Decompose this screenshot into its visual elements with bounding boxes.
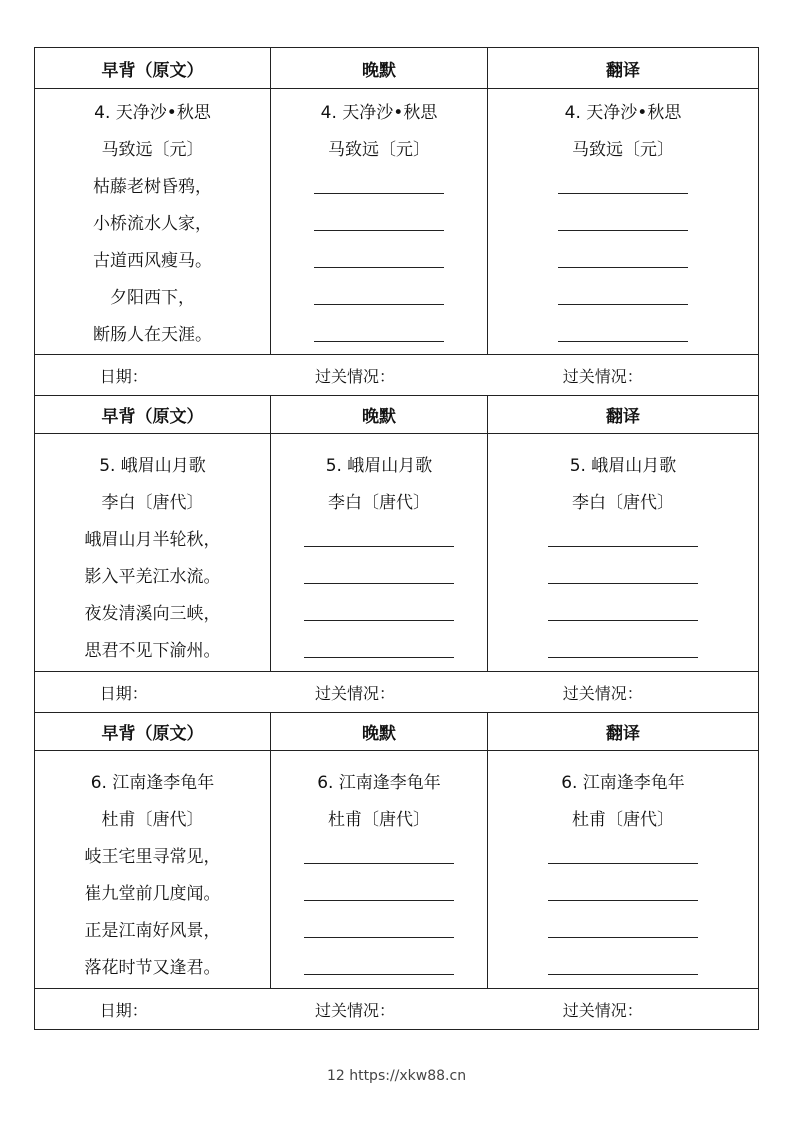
poem-line: 断肠人在天涯。 bbox=[93, 325, 212, 345]
poem-line: 落花时节又逢君。 bbox=[84, 958, 221, 978]
date-label: 日期： bbox=[99, 366, 148, 386]
poem-line: 枯藤老树昏鸦， bbox=[93, 177, 212, 197]
original-column bbox=[35, 751, 271, 989]
translation-column bbox=[488, 89, 759, 355]
fill-in-blank[interactable] bbox=[548, 913, 698, 938]
pass-status-label: 过关情况： bbox=[314, 683, 395, 703]
fill-in-blank[interactable] bbox=[314, 243, 444, 268]
pass-status-label: 过关情况： bbox=[314, 1000, 395, 1020]
poem-title: 6. 江南逢李龟年 bbox=[317, 773, 441, 793]
header-evening: 晚默 bbox=[271, 396, 488, 434]
fill-in-blank[interactable] bbox=[558, 169, 688, 194]
poem-line: 思君不见下渝州。 bbox=[84, 641, 221, 661]
poem-author: 马致远〔元〕 bbox=[328, 140, 430, 160]
fill-in-blank[interactable] bbox=[314, 206, 444, 231]
evening-column bbox=[271, 89, 488, 355]
status-row bbox=[35, 355, 759, 396]
status-row bbox=[35, 672, 759, 713]
poem-author: 李白〔唐代〕 bbox=[572, 493, 674, 513]
header-original: 早背（原文） bbox=[35, 713, 271, 751]
fill-in-blank[interactable] bbox=[304, 596, 454, 621]
header-evening: 晚默 bbox=[271, 48, 488, 89]
poem-author: 杜甫〔唐代〕 bbox=[101, 810, 204, 830]
fill-in-blank[interactable] bbox=[304, 559, 454, 584]
fill-in-blank[interactable] bbox=[304, 950, 454, 975]
fill-in-blank[interactable] bbox=[558, 280, 688, 305]
poem-title: 5. 峨眉山月歌 bbox=[99, 456, 206, 476]
fill-in-blank[interactable] bbox=[314, 169, 444, 194]
section-header-row bbox=[35, 396, 759, 434]
poem-title: 4. 天净沙•秋思 bbox=[564, 103, 682, 123]
fill-in-blank[interactable] bbox=[548, 950, 698, 975]
poem-line: 峨眉山月半轮秋， bbox=[84, 530, 221, 550]
header-translation: 翻译 bbox=[488, 713, 759, 751]
poem-author: 马致远〔元〕 bbox=[101, 140, 204, 160]
poem-author: 李白〔唐代〕 bbox=[101, 493, 204, 513]
fill-in-blank[interactable] bbox=[304, 522, 454, 547]
header-original: 早背（原文） bbox=[35, 48, 271, 89]
poem-line: 夜发清溪向三峡， bbox=[84, 604, 221, 624]
poem-line: 小桥流水人家， bbox=[93, 214, 212, 234]
fill-in-blank[interactable] bbox=[548, 876, 698, 901]
fill-in-blank[interactable] bbox=[548, 559, 698, 584]
section-header-row bbox=[35, 48, 759, 89]
poem-title: 6. 江南逢李龟年 bbox=[561, 773, 685, 793]
fill-in-blank[interactable] bbox=[548, 839, 698, 864]
fill-in-blank[interactable] bbox=[304, 633, 454, 658]
translation-column bbox=[488, 434, 759, 672]
fill-in-blank[interactable] bbox=[558, 243, 688, 268]
fill-in-blank[interactable] bbox=[548, 633, 698, 658]
poem-title: 6. 江南逢李龟年 bbox=[90, 773, 215, 793]
fill-in-blank[interactable] bbox=[548, 522, 698, 547]
poem-line: 夕阳西下， bbox=[110, 288, 195, 308]
fill-in-blank[interactable] bbox=[558, 317, 688, 342]
pass-status-label: 过关情况： bbox=[562, 1000, 643, 1020]
poem-line: 岐王宅里寻常见， bbox=[84, 847, 221, 867]
poem-title: 4. 天净沙•秋思 bbox=[320, 103, 438, 123]
poem-line: 古道西风瘦马。 bbox=[93, 251, 212, 271]
poem-title: 5. 峨眉山月歌 bbox=[325, 456, 433, 476]
header-original: 早背（原文） bbox=[35, 396, 271, 434]
translation-column bbox=[488, 751, 759, 989]
poem-author: 杜甫〔唐代〕 bbox=[572, 810, 674, 830]
poem-line: 崔九堂前几度闻。 bbox=[84, 884, 221, 904]
poem-row bbox=[35, 89, 759, 355]
pass-status-label: 过关情况： bbox=[562, 366, 643, 386]
original-column bbox=[35, 89, 271, 355]
poem-author: 李白〔唐代〕 bbox=[328, 493, 430, 513]
pass-status-label: 过关情况： bbox=[314, 366, 395, 386]
section-header-row bbox=[35, 713, 759, 751]
fill-in-blank[interactable] bbox=[558, 206, 688, 231]
pass-status-label: 过关情况： bbox=[562, 683, 643, 703]
fill-in-blank[interactable] bbox=[314, 280, 444, 305]
evening-column bbox=[271, 751, 488, 989]
header-translation: 翻译 bbox=[488, 396, 759, 434]
poem-title: 5. 峨眉山月歌 bbox=[569, 456, 677, 476]
fill-in-blank[interactable] bbox=[304, 839, 454, 864]
header-translation: 翻译 bbox=[488, 48, 759, 89]
poem-author: 马致远〔元〕 bbox=[572, 140, 674, 160]
date-label: 日期： bbox=[99, 1000, 148, 1020]
header-evening: 晚默 bbox=[271, 713, 488, 751]
date-label: 日期： bbox=[99, 683, 148, 703]
fill-in-blank[interactable] bbox=[548, 596, 698, 621]
poem-line: 正是江南好风景， bbox=[84, 921, 221, 941]
fill-in-blank[interactable] bbox=[304, 913, 454, 938]
original-column bbox=[35, 434, 271, 672]
recitation-sheet bbox=[34, 47, 759, 1030]
status-row bbox=[35, 989, 759, 1030]
evening-column bbox=[271, 434, 488, 672]
poem-row bbox=[35, 751, 759, 989]
poem-line: 影入平羌江水流。 bbox=[84, 567, 221, 587]
poem-title: 4. 天净沙•秋思 bbox=[94, 103, 211, 123]
poem-author: 杜甫〔唐代〕 bbox=[328, 810, 430, 830]
fill-in-blank[interactable] bbox=[314, 317, 444, 342]
fill-in-blank[interactable] bbox=[304, 876, 454, 901]
poem-row bbox=[35, 434, 759, 672]
page-footer: 12 https://xkw88.cn bbox=[326, 1068, 467, 1084]
